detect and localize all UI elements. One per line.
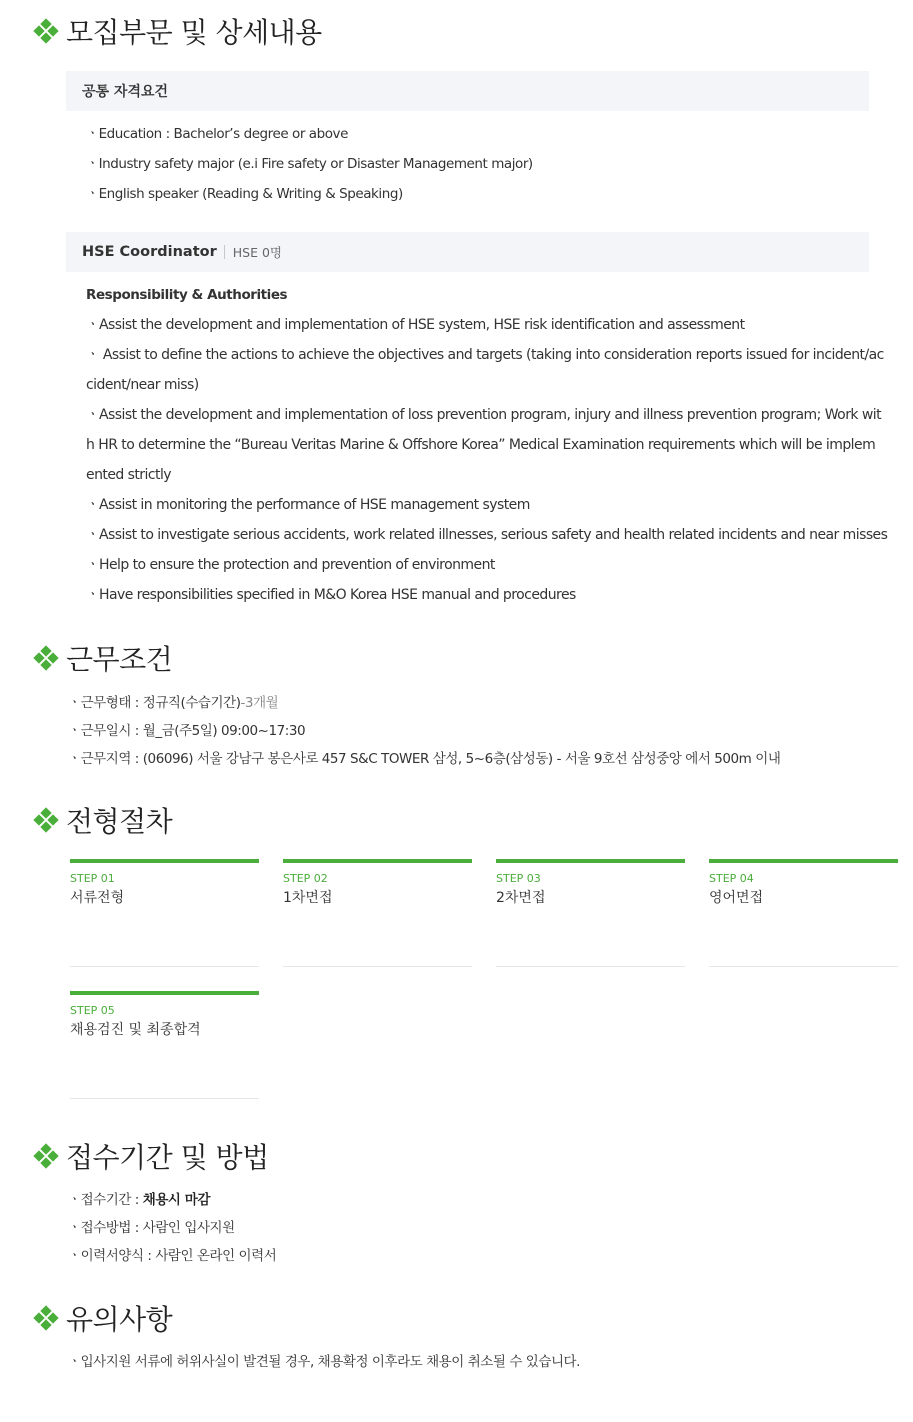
common-item: ㆍIndustry safety major (e.i Fire safety or Disaster Management major) (86, 156, 533, 172)
condition-type (68, 689, 278, 717)
common-item: ㆍEducation : Bachelor’s degree or above (86, 126, 348, 142)
condition-type-label: ㆍ근무형태 : 정규직(수습기간) (68, 695, 241, 711)
common-requirements-header (66, 71, 869, 111)
four-diamonds-icon (34, 808, 58, 832)
step-name: 1차면접 (283, 890, 333, 906)
responsibility-line: ㆍ Assist to define the actions to achieve the objectives and targets (taking into consideration reports issued for incident/ac (86, 347, 884, 363)
section-heading: 전형절차 (66, 805, 173, 838)
notes-text: ㆍ입사지원 서류에 허위사실이 발견될 경우, 채용확정 이후라도 채용이 취소될 수 있습니다. (68, 1354, 580, 1370)
process-step (709, 859, 898, 967)
four-diamonds-icon (34, 19, 58, 43)
responsibility-line: cident/near miss) (86, 377, 199, 393)
divider (224, 245, 225, 259)
responsibility-line: ㆍAssist in monitoring the performance of HSE management system (86, 497, 530, 513)
step-name: 2차면접 (496, 890, 546, 906)
section-title-conditions (34, 638, 172, 678)
responsibility-heading: Responsibility & Authorities (86, 287, 288, 303)
step-number: STEP 03 (496, 872, 541, 885)
responsibility-line: ㆍAssist the development and implementation of loss prevention program, injury and illness prevention program; Work wit (86, 407, 882, 423)
apply-period-value: 채용시 마감 (142, 1192, 210, 1208)
section-title-process (34, 800, 172, 840)
four-diamonds-icon (34, 1306, 58, 1330)
condition-hours: ㆍ근무일시 : 월_금(주5일) 09:00~17:30 (68, 723, 306, 739)
four-diamonds-icon (34, 646, 58, 670)
section-heading: 유의사항 (66, 1303, 173, 1336)
apply-method: ㆍ접수방법 : 사람인 입사지원 (68, 1220, 235, 1236)
condition-location: ㆍ근무지역 : (06096) 서울 강남구 봉은사로 457 S&C TOWER 삼성, 5~6층(삼성동) - 서울 9호선 삼성중앙 에서 500m 이내 (68, 751, 781, 767)
section-title-recruit (34, 11, 322, 51)
responsibility-line: h HR to determine the “Bureau Veritas Marine & Offshore Korea” Medical Examination requirements which will be implem (86, 437, 876, 453)
process-step (283, 859, 472, 967)
responsibility-line: ㆍHave responsibilities specified in M&O Korea HSE manual and procedures (86, 587, 576, 603)
step-name: 채용검진 및 최종합격 (70, 1022, 201, 1038)
responsibility-line: ented strictly (86, 467, 172, 483)
section-heading: 근무조건 (66, 643, 173, 676)
four-diamonds-icon (34, 1144, 58, 1168)
responsibility-line: ㆍAssist to investigate serious accidents, work related illnesses, serious safety and health related incidents and near misses (86, 527, 888, 543)
job-title: HSE Coordinator (82, 244, 217, 260)
step-name: 영어면접 (709, 890, 764, 906)
process-step (496, 859, 685, 967)
apply-resume: ㆍ이력서양식 : 사람인 온라인 이력서 (68, 1248, 277, 1264)
job-header (66, 232, 869, 272)
step-name: 서류전형 (70, 890, 125, 906)
condition-type-period: -3개월 (240, 695, 279, 711)
section-heading: 접수기간 및 방법 (66, 1141, 269, 1174)
responsibility-line: ㆍHelp to ensure the protection and prevention of environment (86, 557, 495, 573)
section-title-apply (34, 1136, 269, 1176)
common-requirements-label: 공통 자격요건 (82, 84, 169, 100)
apply-period-label: ㆍ접수기간 : (68, 1192, 143, 1208)
apply-period (68, 1186, 210, 1214)
step-number: STEP 02 (283, 872, 328, 885)
step-number: STEP 05 (70, 1004, 115, 1017)
section-heading: 모집부문 및 상세내용 (66, 16, 322, 49)
step-number: STEP 01 (70, 872, 115, 885)
responsibility-line: ㆍAssist the development and implementation of HSE system, HSE risk identification and assessment (86, 317, 745, 333)
process-step (70, 991, 259, 1099)
step-number: STEP 04 (709, 872, 754, 885)
common-item: ㆍEnglish speaker (Reading & Writing & Speaking) (86, 186, 403, 202)
process-step (70, 859, 259, 967)
section-title-notes (34, 1298, 172, 1338)
job-headcount: HSE 0명 (232, 245, 282, 260)
